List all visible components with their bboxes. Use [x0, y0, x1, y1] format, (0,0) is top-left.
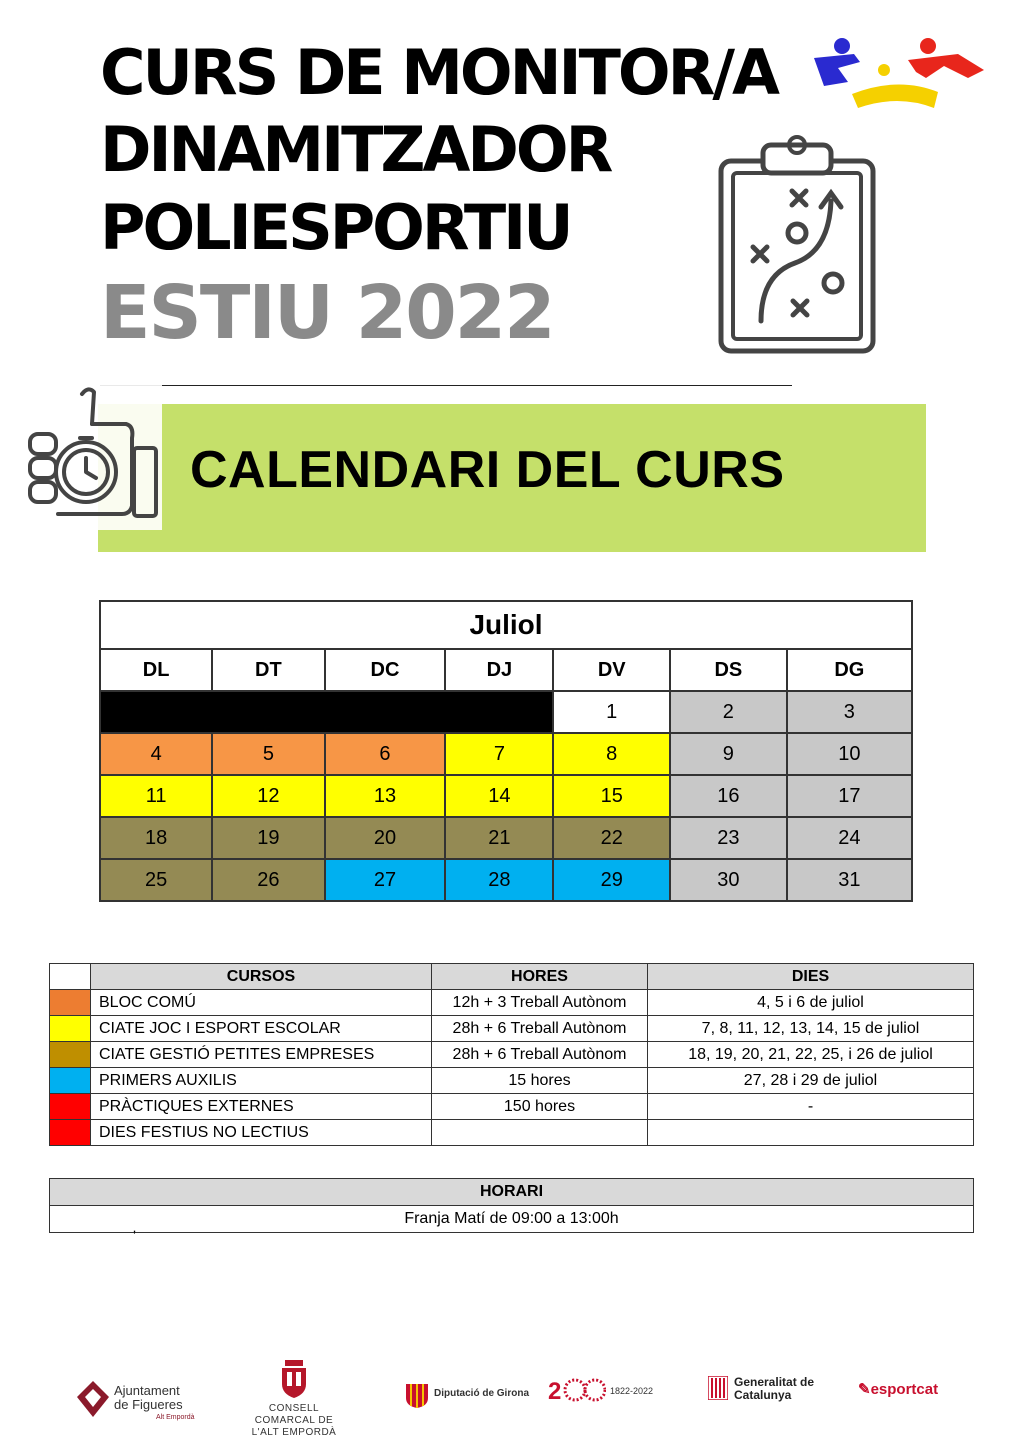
calendar-day: 5 — [212, 733, 324, 775]
column-header: CURSOS — [91, 964, 432, 990]
logo-esportcat — [858, 1380, 958, 1404]
calendar-day: 17 — [787, 775, 912, 817]
calendar-day: 31 — [787, 859, 912, 901]
weekday-header: DV — [553, 649, 670, 691]
diputacio-crest-icon — [404, 1380, 430, 1408]
calendar-day: 21 — [445, 817, 553, 859]
calendar-day: 6 — [325, 733, 446, 775]
legend-course: CIATE GESTIÓ PETITES EMPRESES — [91, 1042, 432, 1068]
weekday-header: DL — [100, 649, 212, 691]
legend-days: 4, 5 i 6 de juliol — [648, 990, 974, 1016]
legend-hours: 28h + 6 Treball Autònom — [432, 1042, 648, 1068]
calendar-day: 16 — [670, 775, 787, 817]
logo-figueres — [76, 1378, 196, 1428]
calendar-day: 27 — [325, 859, 446, 901]
legend-hours: 150 hores — [432, 1094, 648, 1120]
bicentenari-icon — [548, 1376, 606, 1406]
color-swatch — [50, 990, 91, 1016]
legend-course: BLOC COMÚ — [91, 990, 432, 1016]
table-row — [50, 1094, 974, 1120]
title-line-1: CURS DE MONITOR/A — [100, 36, 777, 109]
legend-days: 18, 19, 20, 21, 22, 25, i 26 de juliol — [648, 1042, 974, 1068]
table-row — [50, 1068, 974, 1094]
legend-days — [648, 1120, 974, 1146]
logo-diputacio — [404, 1380, 534, 1410]
calendar-empty-cell — [100, 691, 553, 733]
logo-bicentenari — [548, 1376, 658, 1406]
legend-hours: 15 hores — [432, 1068, 648, 1094]
legend-hours: 28h + 6 Treball Autònom — [432, 1016, 648, 1042]
generalitat-label: Generalitat de Catalunya — [734, 1375, 815, 1402]
table-row — [50, 1016, 974, 1042]
legend-course: PRIMERS AUXILIS — [91, 1068, 432, 1094]
legend-days: - — [648, 1094, 974, 1120]
legend-days: 7, 8, 11, 12, 13, 14, 15 de juliol — [648, 1016, 974, 1042]
calendar-table — [99, 600, 913, 902]
calendar-day: 4 — [100, 733, 212, 775]
calendar-day: 30 — [670, 859, 787, 901]
color-swatch — [50, 1042, 91, 1068]
generalitat-icon — [708, 1376, 728, 1400]
table-row — [50, 990, 974, 1016]
calendar-day: 13 — [325, 775, 446, 817]
diputacio-label: Diputació de Girona — [434, 1388, 530, 1399]
calendar-day: 26 — [212, 859, 324, 901]
weekday-header: DJ — [445, 649, 553, 691]
consell-crest-icon — [279, 1360, 309, 1398]
color-swatch — [50, 1016, 91, 1042]
figueres-sublabel: Alt Empordà — [156, 1414, 195, 1421]
calendar-day: 7 — [445, 733, 553, 775]
calendar-day: 28 — [445, 859, 553, 901]
calendar-day: 12 — [212, 775, 324, 817]
calendar-day: 20 — [325, 817, 446, 859]
calendar-day: 29 — [553, 859, 670, 901]
esportcat-label-a: esport — [870, 1381, 917, 1398]
color-swatch — [50, 1068, 91, 1094]
legend-hours — [432, 1120, 648, 1146]
legend-course: PRÀCTIQUES EXTERNES — [91, 1094, 432, 1120]
title-line-3: POLIESPORTIU — [100, 191, 571, 264]
sports-logo-icon — [808, 36, 988, 110]
column-header: DIES — [648, 964, 974, 990]
schedule-value: Franja Matí de 09:00 a 13:00h — [50, 1206, 974, 1233]
legend-course: DIES FESTIUS NO LECTIUS — [91, 1120, 432, 1146]
calendar-day: 18 — [100, 817, 212, 859]
schedule-table — [49, 1178, 974, 1233]
stopwatch-thumbs-up-icon — [22, 382, 162, 530]
calendar-day: 8 — [553, 733, 670, 775]
legend-days: 27, 28 i 29 de juliol — [648, 1068, 974, 1094]
swatch-header — [50, 964, 91, 990]
banner-title: CALENDARI DEL CURS — [190, 441, 785, 499]
table-row — [50, 1120, 974, 1146]
calendar-day: 2 — [670, 691, 787, 733]
title-line-4: ESTIU 2022 — [100, 270, 554, 356]
calendar-day: 22 — [553, 817, 670, 859]
consell-label: CONSELL COMARCAL DE L'ALT EMPORDÀ — [251, 1403, 337, 1438]
color-swatch — [50, 1120, 91, 1146]
esportcat-mark-icon: ✎ — [858, 1381, 871, 1398]
calendar-day: 15 — [553, 775, 670, 817]
esportcat-label-b: cat — [916, 1381, 939, 1398]
stray-mark: ʼ — [133, 1228, 137, 1244]
legend-hours: 12h + 3 Treball Autònom — [432, 990, 648, 1016]
legend-course: CIATE JOC I ESPORT ESCOLAR — [91, 1016, 432, 1042]
calendar-day: 9 — [670, 733, 787, 775]
weekday-header: DT — [212, 649, 324, 691]
schedule-header: HORARI — [50, 1179, 974, 1206]
courses-table — [49, 963, 974, 1146]
calendar-day: 1 — [553, 691, 670, 733]
calendar-day: 11 — [100, 775, 212, 817]
color-swatch — [50, 1094, 91, 1120]
calendar-day: 23 — [670, 817, 787, 859]
bicentenari-label: 1822-2022 — [610, 1386, 654, 1396]
table-row — [50, 1042, 974, 1068]
calendar-day: 3 — [787, 691, 912, 733]
figueres-crest-icon — [76, 1380, 110, 1418]
figueres-label: Ajuntament de Figueres — [114, 1383, 183, 1412]
logo-generalitat — [708, 1376, 828, 1406]
column-header: HORES — [432, 964, 648, 990]
calendar-day: 24 — [787, 817, 912, 859]
calendar-day: 10 — [787, 733, 912, 775]
calendar-month: Juliol — [100, 601, 912, 649]
calendar-day: 25 — [100, 859, 212, 901]
divider — [100, 385, 792, 386]
weekday-header: DG — [787, 649, 912, 691]
weekday-header: DS — [670, 649, 787, 691]
weekday-header: DC — [325, 649, 446, 691]
svg-text:2: 2 — [548, 1378, 562, 1405]
calendar-day: 14 — [445, 775, 553, 817]
clipboard-strategy-icon — [715, 125, 880, 357]
calendar-day: 19 — [212, 817, 324, 859]
title-line-2: DINAMITZADOR — [100, 113, 611, 186]
logo-consell-comarcal — [240, 1360, 348, 1440]
